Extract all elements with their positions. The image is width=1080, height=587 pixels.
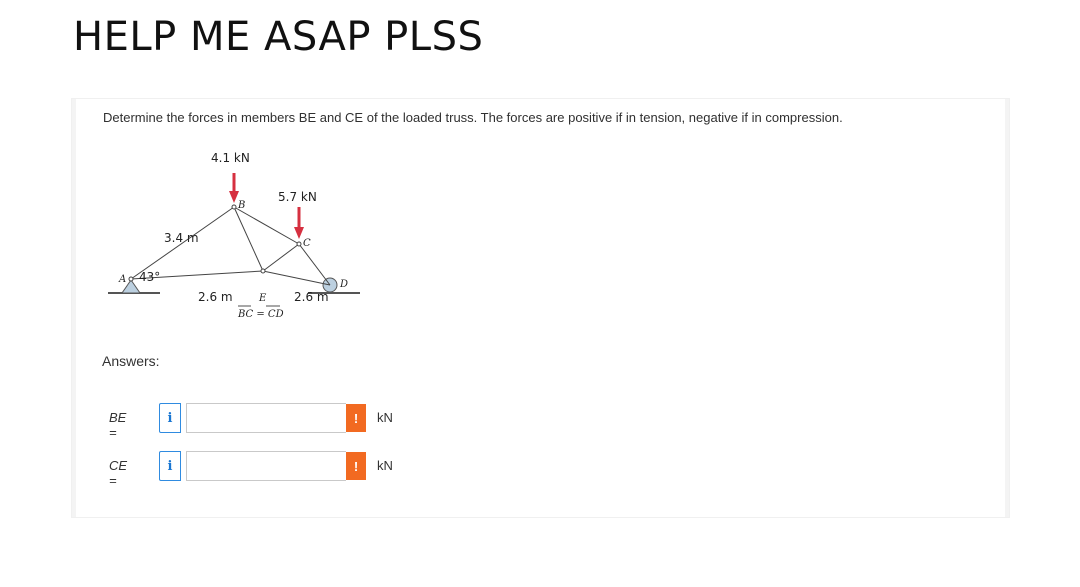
- info-icon[interactable]: i: [159, 403, 181, 433]
- member-cd: [299, 244, 330, 285]
- load-arrow-c: [294, 207, 304, 239]
- page-title: HELP ME ASAP PLSS: [73, 14, 484, 60]
- info-icon[interactable]: i: [159, 451, 181, 481]
- answer-label-be: BE =: [109, 410, 127, 440]
- node-b-label: B: [238, 200, 246, 211]
- member-be: [234, 207, 263, 271]
- joint-a: [129, 277, 133, 281]
- angle-label: 43°: [139, 270, 161, 284]
- truss-diagram: [108, 145, 384, 329]
- node-a-label: A: [119, 274, 127, 285]
- member-ed: [263, 271, 330, 285]
- warning-icon: !: [346, 452, 366, 480]
- answer-label-ce: CE =: [109, 458, 128, 488]
- load-b-label: 4.1 kN: [211, 151, 250, 165]
- answer-input-be[interactable]: [186, 403, 346, 433]
- node-e-label: E: [259, 293, 267, 304]
- dist-ae-label: 2.6 m: [198, 290, 233, 304]
- node-d-label: D: [340, 279, 349, 290]
- warning-icon: !: [346, 404, 366, 432]
- answer-unit-ce: kN: [377, 458, 393, 473]
- answer-unit-be: kN: [377, 410, 393, 425]
- joint-b: [232, 205, 236, 209]
- bc-cd-relation-label: BC = CD: [238, 309, 284, 320]
- member-bc: [234, 207, 299, 244]
- answers-heading: Answers:: [102, 353, 160, 369]
- node-c-label: C: [303, 238, 311, 249]
- truss-figure: [108, 145, 384, 329]
- length-ab-label: 3.4 m: [164, 231, 199, 245]
- joint-e: [261, 269, 265, 273]
- load-c-label: 5.7 kN: [278, 190, 317, 204]
- dist-ed-label: 2.6 m: [294, 290, 329, 304]
- member-ce: [263, 244, 299, 271]
- question-card: [71, 98, 1010, 518]
- joint-c: [297, 242, 301, 246]
- load-arrow-b: [229, 173, 239, 203]
- answer-input-ce[interactable]: [186, 451, 346, 481]
- problem-statement: Determine the forces in members BE and CE of the loaded truss. The forces are positive if in tension, negative if in compression.: [103, 110, 843, 125]
